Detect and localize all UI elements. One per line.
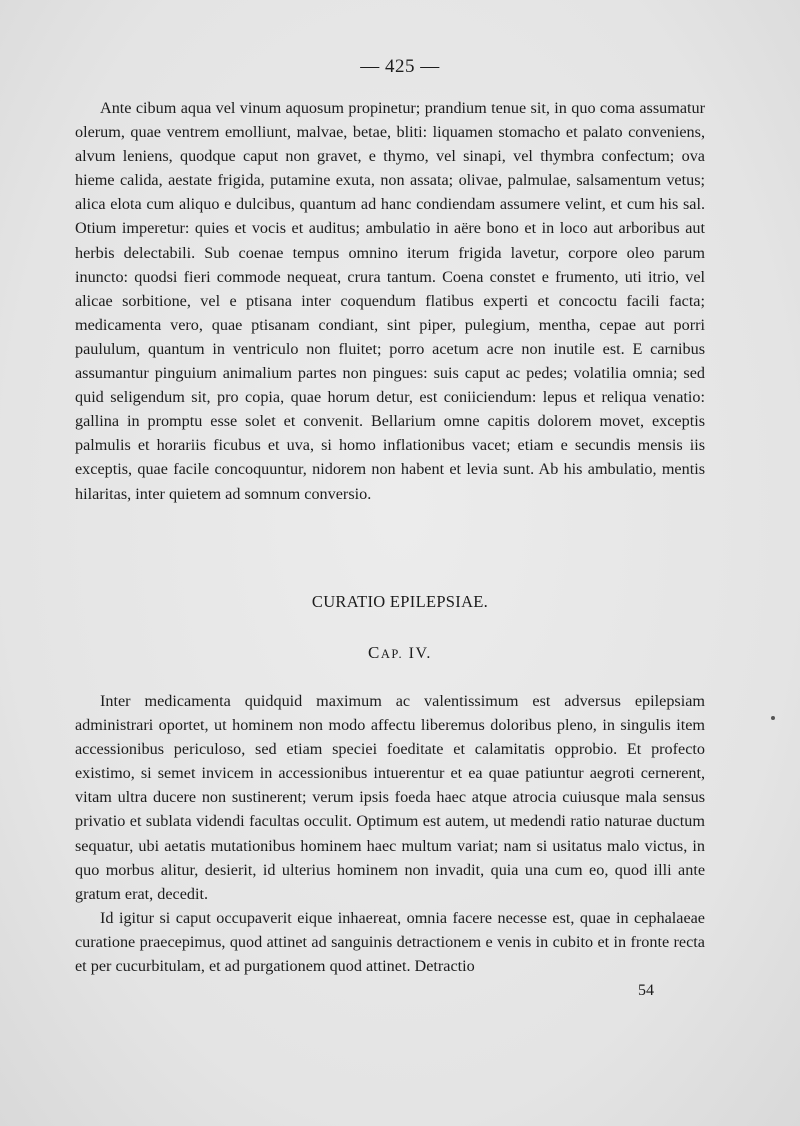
signature-mark: 54	[638, 982, 654, 999]
page-number: — 425 —	[360, 56, 440, 77]
paragraph-diet: Ante cibum aqua vel vinum aquosum propinetur; prandium tenue sit, in quo coma assumatur olerum, quae ventrem emolliunt, malvae, betae, bliti: liquamen stomacho et palato conveniens, alvum leniens, quodque caput non gravet, e thymo, vel sinapi, vel thymbra confectum; ova hieme calida, aestate frigida, putamine exuta, non assata; olivae, palmulae, salsamentum vetus; alica elota cum aliquo e dulcibus, quantum ad hanc condiendam assumere velint, et cum his sal. Otium imperetur: quies et vocis et auditus; ambulatio in aëre bono et in loco aut arboribus aut herbis delectabili. Sub coenae tempus omnino iterum frigida lavetur, corpore oleo parum inuncto: quodsi fieri commode nequeat, crura tantum. Coena constet e frumento, uti itrio, vel alicae sorbitione, vel e ptisana inter coquendum flatibus experti et concoctu facili facta; medicamenta vero, quae ptisanam condiant, sint piper, pulegium, mentha, cepae aut porri paululum, quantum in ventriculo non fluitet; porro acetum acre non inutile est. E carnibus assumantur pinguium animalium partes non pingues: suis caput ac pedes; volatilia omnia; sed quid seligendum sit, pro copia, quae horum detur, est coniiciendum: lepus et reliqua venatio: gallina in promptu esse solet et convenit. Bellarium omne capitis dolorem movet, exceptis palmulis et horariis ficubus et uva, si homo inflationibus vacet; etiam e secundis mensis iis exceptis, quae facile concoquuntur, nidorem non habent et levia sunt. Ab his ambulatio, mentis hilaritas, inter quietem ad somnum conversio.	[75, 99, 705, 503]
paper-speck	[771, 716, 775, 720]
chapter-cap-rest: AP.	[380, 647, 404, 661]
section-title: CURATIO EPILEPSIAE.	[311, 592, 489, 611]
chapter-heading	[0, 643, 800, 663]
chapter-cap-initial: C	[368, 643, 381, 662]
body-text-bottom	[75, 689, 705, 978]
paragraph-epilepsy-intro: Inter medicamenta quidquid maximum ac valentissimum est adversus epilepsiam administrari oportet, ut hominem non modo affectu liberemus doloribus pleno, in singulis item accessionibus periculoso, sed etiam speciei foeditate et calamitatis opprobio. Et profecto existimo, si semet invicem in accessionibus intuerentur et ea quae patiuntur aegroti cernerent, vitam ultra ducere non sustinerent; verum ipsis foeda haec atque atrocia cuiusque mala sensus privatio et sublata videndi facultas occulit. Optimum est autem, ut medendi ratio naturae ductum sequatur, ubi aetatis mutationibus hominem haec multum variat; nam si usitatus malo victus, in quo morbus alitur, desierit, id ulterius hominem non invadit, quia una cum eo, quod illi ante gratum erat, decedit.	[75, 692, 705, 903]
body-text-top	[75, 96, 705, 506]
paragraph-epilepsy-head: Id igitur si caput occupaverit eique inhaereat, omnia facere necesse est, quae in cephalaeae curatione praecepimus, quod attinet ad sanguinis detractionem e venis in cubito et in fronte recta et per cucurbitulam, et ad purgationem quod attinet. Detractio	[75, 908, 705, 976]
chapter-number: IV.	[408, 645, 432, 662]
